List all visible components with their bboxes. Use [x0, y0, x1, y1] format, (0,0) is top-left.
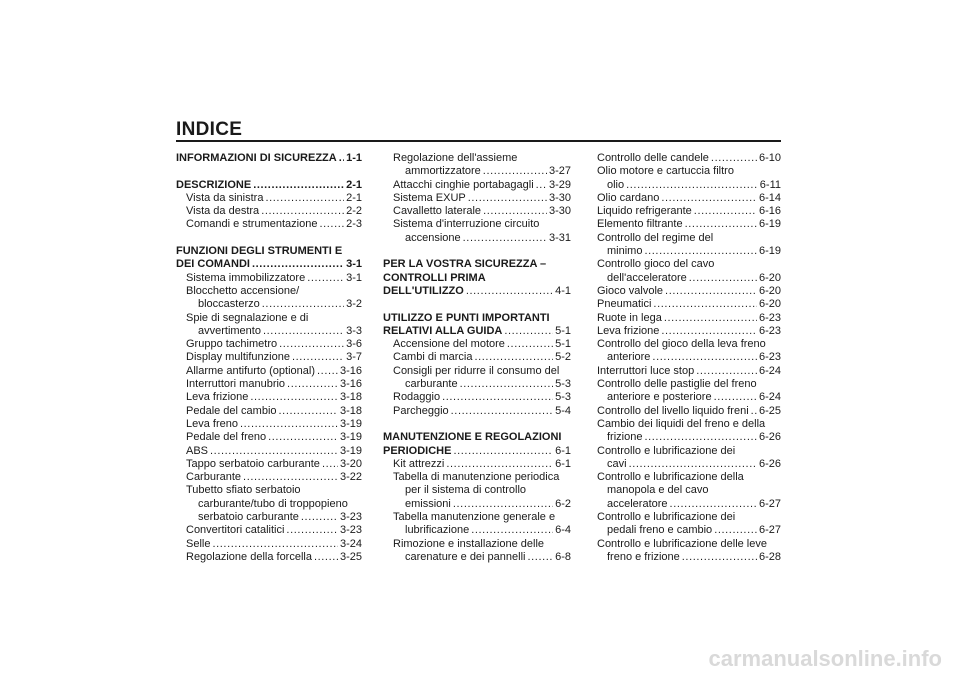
toc-entry[interactable]: Elemento filtrante ..... 6-19	[597, 218, 781, 231]
toc-entry-line: Tabella di manutenzione periodica	[393, 471, 560, 484]
toc-entry[interactable]: Regolazione della forcella ..... 3-25	[176, 551, 362, 564]
toc-entry[interactable]: serbatoio carburante ..... 3-23	[176, 511, 362, 524]
toc-entry[interactable]: Controllo del livello liquido freni ..... 6-25	[597, 405, 781, 418]
toc-entry[interactable]: emissioni ..... 6-2	[383, 498, 571, 511]
toc-entry[interactable]: pedali freno e cambio ..... 6-27	[597, 524, 781, 537]
toc-entry-line: Controllo del gioco della leva freno	[597, 338, 766, 351]
toc-column-2	[383, 152, 571, 564]
toc-entry-line: manopola e del cavo	[607, 484, 709, 497]
toc-entry[interactable]: Vista da destra ..... 2-2	[176, 205, 362, 218]
toc-entry[interactable]: Selle ..... 3-24	[176, 538, 362, 551]
toc-column-3	[597, 152, 781, 564]
toc-entry[interactable]: cavi ..... 6-26	[597, 458, 781, 471]
toc-entry[interactable]: anteriore ..... 6-23	[597, 351, 781, 364]
toc-section-line: UTILIZZO E PUNTI IMPORTANTI	[383, 311, 550, 324]
toc-section-line: CONTROLLI PRIMA	[383, 271, 486, 284]
toc-entry[interactable]: Leva frizione ..... 6-23	[597, 325, 781, 338]
toc-entry[interactable]: freno e frizione ..... 6-28	[597, 551, 781, 564]
toc-entry[interactable]: dell'acceleratore ..... 6-20	[597, 272, 781, 285]
toc-section-line: FUNZIONI DEGLI STRUMENTI E	[176, 245, 343, 258]
toc-entry[interactable]: ABS ..... 3-19	[176, 445, 362, 458]
toc-entry[interactable]: Vista da sinistra ..... 2-1	[176, 192, 362, 205]
toc-entry[interactable]: Gioco valvole ..... 6-20	[597, 285, 781, 298]
toc-entry[interactable]: minimo ..... 6-19	[597, 245, 781, 258]
toc-entry-line: Controllo e lubrificazione della	[597, 471, 744, 484]
toc-section[interactable]: INFORMAZIONI DI SICUREZZA ..... 1-1	[176, 152, 362, 165]
toc-entry-line: Tabella manutenzione generale e	[393, 511, 556, 524]
toc-column-1	[176, 152, 362, 564]
toc-entry[interactable]: Tappo serbatoio carburante ..... 3-20	[176, 458, 362, 471]
toc-entry[interactable]: avvertimento ..... 3-3	[176, 325, 362, 338]
toc-entry[interactable]: Olio cardano ..... 6-14	[597, 192, 781, 205]
toc-entry-line: Regolazione dell'assieme	[393, 152, 518, 164]
toc-entry-line: Controllo e lubrificazione dei	[597, 511, 736, 524]
title-rule	[176, 140, 781, 142]
page-title: INDICE	[176, 119, 243, 140]
toc-entry-line: Tubetto sfiato serbatoio	[186, 484, 301, 497]
toc-section[interactable]: DELL'UTILIZZO ..... 4-1	[383, 285, 571, 298]
toc-entry[interactable]: Ruote in lega ..... 6-23	[597, 312, 781, 325]
toc-entry[interactable]: accensione ..... 3-31	[383, 232, 571, 245]
toc-section[interactable]: PERIODICHE ..... 6-1	[383, 445, 571, 458]
toc-entry[interactable]: Interruttori manubrio ..... 3-16	[176, 378, 362, 391]
toc-entry[interactable]: Convertitori catalitici ..... 3-23	[176, 524, 362, 537]
toc-entry[interactable]: carenature e dei pannelli ..... 6-8	[383, 551, 571, 564]
toc-section-line: PER LA VOSTRA SICUREZZA –	[383, 258, 547, 271]
toc-entry[interactable]: Parcheggio ..... 5-4	[383, 405, 571, 418]
toc-entry-line: Rimozione e installazione delle	[393, 537, 545, 550]
toc-section[interactable]: DEI COMANDI ..... 3-1	[176, 258, 362, 271]
toc-entry-line: Cambio dei liquidi del freno e della	[597, 417, 766, 430]
toc-entry[interactable]: Attacchi cinghie portabagagli ..... 3-29	[383, 179, 571, 192]
toc-entry[interactable]: Accensione del motore ..... 5-1	[383, 338, 571, 351]
toc-entry[interactable]: frizione ..... 6-26	[597, 431, 781, 444]
toc-entry[interactable]: Controllo delle candele ..... 6-10	[597, 152, 781, 165]
toc-entry[interactable]: Cavalletto laterale ..... 3-30	[383, 205, 571, 218]
toc-entry[interactable]: Carburante ..... 3-22	[176, 471, 362, 484]
toc-entry[interactable]: Pedale del freno ..... 3-19	[176, 431, 362, 444]
watermark: carmanualsonline.info	[708, 646, 942, 671]
toc-entry[interactable]: Pneumatici ..... 6-20	[597, 298, 781, 311]
toc-entry[interactable]: bloccasterzo ..... 3-2	[176, 298, 362, 311]
toc-entry-line: Olio motore e cartuccia filtro	[597, 165, 734, 178]
toc-entry-line: Consigli per ridurre il consumo del	[393, 364, 560, 377]
toc-entry-line: Spie di segnalazione e di	[186, 311, 309, 324]
toc-entry[interactable]: ammortizzatore ..... 3-27	[383, 165, 571, 178]
toc-section-line: MANUTENZIONE E REGOLAZIONI	[383, 431, 562, 444]
toc-entry[interactable]: Pedale del cambio ..... 3-18	[176, 405, 362, 418]
toc-entry[interactable]: Comandi e strumentazione ..... 2-3	[176, 218, 362, 231]
toc-entry-line: Controllo del regime del	[597, 231, 714, 244]
toc-entry[interactable]: Gruppo tachimetro ..... 3-6	[176, 338, 362, 351]
toc-entry-line: Blocchetto accensione/	[186, 284, 300, 297]
toc-entry[interactable]: acceleratore ..... 6-27	[597, 498, 781, 511]
toc-entry[interactable]: Kit attrezzi ..... 6-1	[383, 458, 571, 471]
toc-entry[interactable]: Display multifunzione ..... 3-7	[176, 351, 362, 364]
toc-entry[interactable]: Interruttori luce stop ..... 6-24	[597, 365, 781, 378]
toc-section[interactable]: RELATIVI ALLA GUIDA ..... 5-1	[383, 325, 571, 338]
toc-entry[interactable]: Cambi di marcia ..... 5-2	[383, 351, 571, 364]
toc-entry[interactable]: Liquido refrigerante ..... 6-16	[597, 205, 781, 218]
toc-entry[interactable]: Leva freno ..... 3-19	[176, 418, 362, 431]
toc-entry[interactable]: olio ..... 6-11	[597, 179, 781, 192]
toc-section[interactable]: DESCRIZIONE ..... 2-1	[176, 179, 362, 192]
toc-entry[interactable]: Sistema immobilizzatore ..... 3-1	[176, 272, 362, 285]
toc-entry-line: Controllo delle pastiglie del freno	[597, 378, 757, 391]
toc-entry[interactable]: carburante ..... 5-3	[383, 378, 571, 391]
toc-entry[interactable]: anteriore e posteriore ..... 6-24	[597, 391, 781, 404]
toc-entry[interactable]: Sistema EXUP ..... 3-30	[383, 192, 571, 205]
toc-entry-line: per il sistema di controllo	[405, 484, 527, 497]
toc-entry[interactable]: Rodaggio ..... 5-3	[383, 391, 571, 404]
toc-entry-line: Sistema d'interruzione circuito	[393, 218, 540, 231]
toc-entry-line: Controllo e lubrificazione delle leve	[597, 537, 767, 550]
toc-entry[interactable]: Leva frizione ..... 3-18	[176, 391, 362, 404]
toc-entry-line: Controllo gioco del cavo	[597, 258, 715, 271]
toc-entry-line: Controllo e lubrificazione dei	[597, 444, 736, 457]
toc-entry-line: carburante/tubo di troppopieno	[198, 497, 348, 510]
toc-entry[interactable]: Allarme antifurto (optional) ..... 3-16	[176, 365, 362, 378]
toc-entry[interactable]: lubrificazione ..... 6-4	[383, 524, 571, 537]
